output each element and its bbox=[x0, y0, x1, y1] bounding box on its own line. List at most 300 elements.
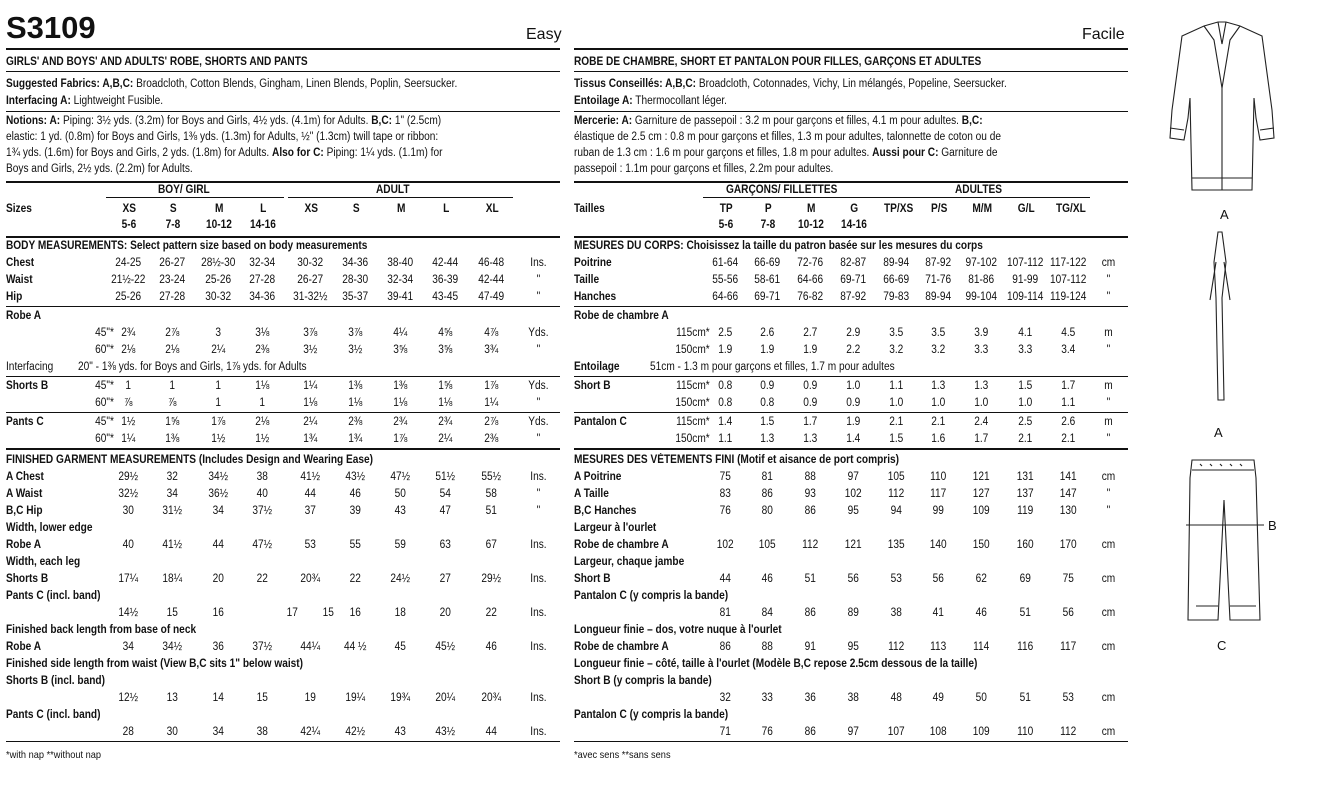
measurement-value: 37 bbox=[304, 505, 316, 517]
measurement-value: 112 bbox=[802, 539, 819, 551]
measurement-value: 1.9 bbox=[846, 416, 861, 428]
measurement-value: 2⅜ bbox=[348, 416, 363, 428]
line-drawings bbox=[1160, 0, 1321, 797]
measurement-value: 59 bbox=[394, 539, 406, 551]
row-label: Shorts B bbox=[6, 380, 49, 392]
measurement-value: 16 bbox=[349, 607, 361, 619]
unit-label: " bbox=[1106, 488, 1111, 500]
measurement-value: 56 bbox=[932, 573, 944, 585]
measurement-value: 67 bbox=[485, 539, 497, 551]
fabric-width: 115cm* bbox=[676, 380, 710, 392]
measurement-value: 2¾ bbox=[438, 416, 453, 428]
measurement-value: 141 bbox=[1059, 471, 1077, 483]
adult-size-group: ADULT bbox=[376, 184, 410, 196]
fabric-width: 115cm* bbox=[676, 416, 710, 428]
rule-line bbox=[703, 197, 875, 198]
notions-text: Garniture de passepoil : 3.2 m pour garçons et filles, 4.1 m pour adultes. bbox=[632, 115, 962, 127]
measurement-value: 48 bbox=[890, 692, 902, 704]
measurement-value: 1½ bbox=[211, 433, 226, 445]
unit-label: " bbox=[1106, 344, 1111, 356]
measurement-value: 2⅞ bbox=[165, 327, 180, 339]
measurement-value: 69-71 bbox=[840, 274, 867, 286]
measurement-value: 3.2 bbox=[931, 344, 946, 356]
measurement-value: 99-104 bbox=[965, 291, 997, 303]
measurement-value: 89-94 bbox=[883, 257, 910, 269]
measurement-value: 22 bbox=[349, 573, 361, 585]
row-label: Pantalon C (y compris la bande) bbox=[574, 590, 729, 602]
measurement-value: 69-71 bbox=[754, 291, 781, 303]
measurement-value: 1.5 bbox=[1018, 380, 1033, 392]
measurement-value: 51 bbox=[1019, 607, 1031, 619]
section-heading: FINISHED GARMENT MEASUREMENTS (Includes Design and Wearing Ease) bbox=[6, 454, 374, 466]
measurement-value: 26-27 bbox=[297, 274, 324, 286]
measurement-value: 80 bbox=[761, 505, 773, 517]
fabric-width: 60"* bbox=[95, 433, 114, 445]
measurement-value: 71-76 bbox=[925, 274, 952, 286]
measurement-value: 18 bbox=[394, 607, 406, 619]
interfacing bbox=[6, 95, 163, 108]
unit-label: " bbox=[1106, 291, 1111, 303]
age-range: 14-16 bbox=[250, 219, 276, 231]
measurement-value: 1½ bbox=[121, 416, 136, 428]
measurement-value: 105 bbox=[758, 539, 776, 551]
measurement-value: 20¼ bbox=[435, 692, 456, 704]
row-label: Width, each leg bbox=[6, 556, 81, 568]
age-range: 10-12 bbox=[206, 219, 232, 231]
row-label: Robe A bbox=[6, 641, 42, 653]
age-range: 7-8 bbox=[165, 219, 181, 231]
rule-line bbox=[6, 48, 560, 50]
fabric-width: 150cm* bbox=[675, 344, 710, 356]
notions-text: Aussi pour C: bbox=[872, 147, 939, 159]
age-range: 10-12 bbox=[798, 219, 824, 231]
measurement-value: 2.1 bbox=[889, 416, 904, 428]
rule-line bbox=[574, 376, 1128, 377]
measurement-value: 51 bbox=[804, 573, 816, 585]
interfacing-label: Entoilage A: bbox=[574, 95, 633, 107]
row-label: Robe A bbox=[6, 539, 42, 551]
measurement-value: 36 bbox=[212, 641, 224, 653]
unit-label: " bbox=[1106, 505, 1111, 517]
row-label: Finished back length from base of neck bbox=[6, 624, 197, 636]
sizes-label: Sizes bbox=[6, 203, 32, 215]
measurement-value: 2.1 bbox=[1061, 433, 1076, 445]
age-range: 5-6 bbox=[121, 219, 137, 231]
measurement-value: 45 bbox=[394, 641, 406, 653]
measurement-value: 99 bbox=[932, 505, 944, 517]
rule-line bbox=[288, 197, 513, 198]
unit-label: Ins. bbox=[530, 607, 547, 619]
row-label: Robe de chambre A bbox=[574, 310, 669, 322]
measurement-value: 86 bbox=[804, 726, 816, 738]
notions-text: Piping: 1¼ yds. (1.1m) for bbox=[323, 147, 443, 159]
measurement-value: 46 bbox=[761, 573, 773, 585]
measurement-value: 88 bbox=[761, 641, 773, 653]
measurement-value: 0.9 bbox=[846, 397, 861, 409]
measurement-value: 32½ bbox=[118, 488, 139, 500]
measurement-value: 109 bbox=[972, 505, 990, 517]
unit-label: Ins. bbox=[530, 726, 547, 738]
measurement-value: 109-114 bbox=[1007, 291, 1044, 303]
measurement-value: 1 bbox=[125, 380, 132, 392]
measurement-value: 51½ bbox=[435, 471, 456, 483]
measurement-value: 1.7 bbox=[803, 416, 818, 428]
measurement-value: 42½ bbox=[345, 726, 366, 738]
measurement-value: 45½ bbox=[435, 641, 456, 653]
measurement-value: 3.4 bbox=[1061, 344, 1076, 356]
sizes-label: Tailles bbox=[574, 203, 605, 215]
notions-line bbox=[574, 147, 998, 160]
measurement-value: 44 bbox=[719, 573, 731, 585]
measurement-value: 1.4 bbox=[718, 416, 733, 428]
unit-label: cm bbox=[1101, 607, 1116, 619]
rule-line bbox=[6, 306, 560, 307]
measurement-value: 2.4 bbox=[974, 416, 989, 428]
measurement-value: 1.3 bbox=[803, 433, 818, 445]
measurement-value: 14 bbox=[212, 692, 224, 704]
measurement-value: 87-92 bbox=[925, 257, 952, 269]
measurement-value: 121 bbox=[972, 471, 990, 483]
rule-line bbox=[574, 48, 1128, 50]
measurement-value: 2¼ bbox=[303, 416, 318, 428]
measurement-value: 86 bbox=[719, 641, 731, 653]
measurement-value: 1.3 bbox=[760, 433, 775, 445]
notions-line bbox=[574, 163, 833, 176]
measurement-value: 2⅜ bbox=[484, 433, 499, 445]
measurement-value: 19 bbox=[304, 692, 316, 704]
measurement-value: 1.9 bbox=[718, 344, 733, 356]
measurement-value: 25-26 bbox=[115, 291, 142, 303]
measurement-value: 116 bbox=[1017, 641, 1034, 653]
measurement-value: 117 bbox=[930, 488, 947, 500]
measurement-value: 38 bbox=[890, 607, 902, 619]
measurement-value: 69 bbox=[1019, 573, 1031, 585]
measurement-value: 4⅞ bbox=[484, 327, 499, 339]
notions-text: 1" (2.5cm) bbox=[392, 115, 442, 127]
measurement-value: 38 bbox=[847, 692, 859, 704]
unit-label: cm bbox=[1101, 471, 1116, 483]
measurement-value: 105 bbox=[887, 471, 905, 483]
fabric-width: 150cm* bbox=[675, 397, 710, 409]
row-label: Short B bbox=[574, 573, 611, 585]
measurement-value: 34½ bbox=[162, 641, 183, 653]
measurement-value: 32-34 bbox=[387, 274, 414, 286]
notions-text: B,C: bbox=[961, 115, 983, 127]
measurement-value: 91 bbox=[804, 641, 816, 653]
measurement-value: 130 bbox=[1059, 505, 1077, 517]
measurement-value: 0.8 bbox=[760, 397, 775, 409]
measurement-value: 112 bbox=[1060, 726, 1077, 738]
notions-line bbox=[6, 147, 442, 160]
row-label: Short B bbox=[574, 380, 611, 392]
fabrics-label: Suggested Fabrics: A,B,C: bbox=[6, 78, 137, 90]
notions-text: élastique de 2.5 cm : 0.8 m pour garçons et filles, 1.3 m pour adultes, talonnette de coton ou de bbox=[574, 131, 1001, 143]
measurement-value: 23-24 bbox=[159, 274, 186, 286]
measurement-value: 2.6 bbox=[760, 327, 775, 339]
row-label: Hanches bbox=[574, 291, 617, 303]
row-label: Longueur finie – côté, taille à l'ourlet (Modèle B,C repose 2.5cm dessous de la taille) bbox=[574, 658, 978, 670]
row-label: B,C Hanches bbox=[574, 505, 637, 517]
section-heading: MESURES DU CORPS: Choisissez la taille du patron basée sur les mesures du corps bbox=[574, 240, 983, 252]
pants-c-sketch bbox=[1186, 460, 1264, 620]
rule-line bbox=[6, 111, 560, 112]
rule-line bbox=[574, 741, 1128, 742]
measurement-value: 107-112 bbox=[1050, 274, 1087, 286]
measurement-value: 39 bbox=[349, 505, 361, 517]
rule-line bbox=[574, 306, 1128, 307]
measurement-value: 12½ bbox=[118, 692, 139, 704]
measurement-value: 81-86 bbox=[968, 274, 995, 286]
measurement-value: 22 bbox=[256, 573, 268, 585]
size-g-l: G/L bbox=[1017, 203, 1035, 215]
measurement-value: 3⅝ bbox=[438, 344, 453, 356]
unit-label: Yds. bbox=[528, 380, 549, 392]
measurement-value: 1¾ bbox=[303, 433, 318, 445]
measurement-value: 75 bbox=[1062, 573, 1074, 585]
measurement-value: 1 bbox=[215, 380, 222, 392]
measurement-value: 113 bbox=[930, 641, 947, 653]
measurement-value: 43 bbox=[394, 726, 406, 738]
unit-label: cm bbox=[1101, 257, 1116, 269]
rule-line bbox=[6, 741, 560, 742]
measurement-value: 1.0 bbox=[1018, 397, 1033, 409]
measurement-value: 110 bbox=[1017, 726, 1034, 738]
notions-line bbox=[574, 131, 1001, 144]
interfacing bbox=[574, 95, 727, 108]
measurement-value: 2¼ bbox=[211, 344, 226, 356]
view-a-label: A bbox=[1220, 207, 1229, 222]
row-label: A Waist bbox=[6, 488, 43, 500]
measurement-value: 58-61 bbox=[754, 274, 781, 286]
measurement-value: 2⅜ bbox=[255, 344, 270, 356]
measurement-value: 17¼ bbox=[118, 573, 139, 585]
measurement-value: 30 bbox=[166, 726, 178, 738]
measurement-value: 14½ bbox=[118, 607, 139, 619]
measurement-value: 2.5 bbox=[1018, 416, 1033, 428]
measurement-value: 76-82 bbox=[797, 291, 824, 303]
measurement-value: 28 bbox=[122, 726, 134, 738]
measurement-value: 27 bbox=[439, 573, 451, 585]
unit-label: cm bbox=[1101, 692, 1116, 704]
unit-label: " bbox=[1106, 433, 1111, 445]
measurement-value: 1.5 bbox=[889, 433, 904, 445]
measurement-value: 95 bbox=[847, 505, 859, 517]
measurement-value: 15 bbox=[256, 692, 268, 704]
unit-label: Ins. bbox=[530, 573, 547, 585]
measurement-value: 2¼ bbox=[438, 433, 453, 445]
row-label: Hip bbox=[6, 291, 23, 303]
row-label: Chest bbox=[6, 257, 35, 269]
rule-line bbox=[874, 197, 1090, 198]
section-heading: MESURES DES VÉTEMENTS FINI (Motif et aisance de port compris) bbox=[574, 454, 900, 466]
measurement-value: 34½ bbox=[208, 471, 229, 483]
measurement-value: 43-45 bbox=[432, 291, 459, 303]
measurement-value: 1¼ bbox=[303, 380, 318, 392]
measurement-value: 29½ bbox=[118, 471, 139, 483]
measurement-value: 2.5 bbox=[718, 327, 733, 339]
measurement-value: 54 bbox=[439, 488, 451, 500]
measurement-value: 3¾ bbox=[484, 344, 499, 356]
size-m: M bbox=[214, 203, 224, 215]
measurement-value: 0.9 bbox=[803, 380, 818, 392]
measurement-value: 34-36 bbox=[342, 257, 369, 269]
measurement-value: 22 bbox=[485, 607, 497, 619]
measurement-value: 3½ bbox=[348, 344, 363, 356]
measurement-value: 109 bbox=[972, 726, 990, 738]
unit-label: Ins. bbox=[530, 539, 547, 551]
measurement-value: 35-37 bbox=[342, 291, 369, 303]
measurement-value: 34 bbox=[212, 505, 224, 517]
interfacing-note: 51cm - 1.3 m pour garçons et filles, 1.7 m pour adultes bbox=[650, 361, 895, 373]
row-label: Robe A bbox=[6, 310, 42, 322]
size-l: L bbox=[260, 203, 267, 215]
measurement-value: 50 bbox=[975, 692, 987, 704]
unit-label: " bbox=[1106, 274, 1111, 286]
notions-text: elastic: 1 yd. (0.8m) for Boys and Girls, 1⅜ yds. (1.3m) for Adults, ½" (1.3cm) twill tape or ribbon: bbox=[6, 131, 439, 143]
measurement-value: 20 bbox=[439, 607, 451, 619]
measurement-value: 4.1 bbox=[1018, 327, 1033, 339]
measurement-value: 1¼ bbox=[121, 433, 136, 445]
interfacing-note: 20" - 1⅜ yds. for Boys and Girls, 1⅞ yds. for Adults bbox=[78, 361, 307, 373]
measurement-value: 84 bbox=[761, 607, 773, 619]
unit-label: Yds. bbox=[528, 416, 549, 428]
row-label: Entoilage bbox=[574, 361, 620, 373]
unit-label: " bbox=[536, 397, 541, 409]
notions-text: Notions: A: bbox=[6, 115, 61, 127]
measurement-value: 13 bbox=[166, 692, 178, 704]
age-range: 14-16 bbox=[841, 219, 867, 231]
measurement-value: 1 bbox=[215, 397, 222, 409]
unit-label: " bbox=[536, 433, 541, 445]
unit-label: Ins. bbox=[530, 641, 547, 653]
suggested-fabrics bbox=[6, 78, 457, 91]
rule-line bbox=[574, 412, 1128, 413]
measurement-value: 49 bbox=[932, 692, 944, 704]
unit-label: " bbox=[536, 291, 541, 303]
measurement-value: 1.0 bbox=[846, 380, 861, 392]
measurement-value: 1⅛ bbox=[438, 397, 453, 409]
measurement-value: 114 bbox=[973, 641, 990, 653]
measurement-value: 33 bbox=[761, 692, 773, 704]
measurement-value: 94 bbox=[890, 505, 902, 517]
unit-label: " bbox=[536, 344, 541, 356]
tie-belt-sketch bbox=[1210, 232, 1230, 400]
measurement-value: 20 bbox=[212, 573, 224, 585]
measurement-value: 55-56 bbox=[712, 274, 739, 286]
measurement-value: 41½ bbox=[162, 539, 183, 551]
measurement-value: 1⅞ bbox=[393, 433, 408, 445]
measurement-value: 42-44 bbox=[432, 257, 459, 269]
suggested-fabrics bbox=[574, 78, 1007, 91]
notions-text: passepoil : 1.1m pour garçons et filles, 2.2m pour adultes. bbox=[574, 163, 834, 175]
unit-label: " bbox=[1106, 397, 1111, 409]
measurement-value: 97 bbox=[847, 726, 859, 738]
rule-line bbox=[6, 181, 560, 183]
measurement-value: 1¾ bbox=[348, 433, 363, 445]
measurement-value: 1.1 bbox=[718, 433, 733, 445]
measurement-value: 150 bbox=[972, 539, 990, 551]
unit-label: Yds. bbox=[528, 327, 549, 339]
measurement-value: 38-40 bbox=[387, 257, 414, 269]
fabric-width: 150cm* bbox=[675, 433, 710, 445]
measurement-value: 55 bbox=[349, 539, 361, 551]
size-s: S bbox=[352, 203, 360, 215]
measurement-value: 147 bbox=[1059, 488, 1077, 500]
row-label: Pants C (incl. band) bbox=[6, 590, 101, 602]
measurement-value: 112 bbox=[888, 488, 905, 500]
measurement-value: 89-94 bbox=[925, 291, 952, 303]
rule-line bbox=[574, 448, 1128, 450]
row-label: Shorts B bbox=[6, 573, 49, 585]
section-heading: BODY MEASUREMENTS: Select pattern size based on body measurements bbox=[6, 240, 368, 252]
notions-line bbox=[574, 115, 983, 128]
size-s: S bbox=[169, 203, 177, 215]
notions-line bbox=[6, 163, 193, 176]
measurement-value: 1.3 bbox=[931, 380, 946, 392]
measurement-value: 86 bbox=[804, 505, 816, 517]
measurement-value: 1.3 bbox=[974, 380, 989, 392]
fabrics-label: Tissus Conseillés: A,B,C: bbox=[574, 78, 699, 90]
row-label: B,C Hip bbox=[6, 505, 43, 517]
measurement-value: 79-83 bbox=[883, 291, 910, 303]
measurement-value: 97 bbox=[847, 471, 859, 483]
measurement-value: 135 bbox=[887, 539, 905, 551]
measurement-value: 24½ bbox=[390, 573, 411, 585]
unit-label: cm bbox=[1101, 539, 1116, 551]
age-range: 5-6 bbox=[718, 219, 734, 231]
measurement-value: 21½-22 bbox=[111, 274, 146, 286]
fabric-width: 60"* bbox=[95, 344, 114, 356]
measurement-value: 0.9 bbox=[760, 380, 775, 392]
measurement-value: ⅞ bbox=[124, 397, 133, 409]
measurement-value: 64-66 bbox=[712, 291, 739, 303]
measurement-value: 40 bbox=[256, 488, 268, 500]
measurement-value: 3.3 bbox=[974, 344, 989, 356]
measurement-value: 37½ bbox=[252, 641, 273, 653]
measurement-value: 61-64 bbox=[712, 257, 739, 269]
notions-text: Mercerie: A: bbox=[574, 115, 633, 127]
measurement-value: 46-48 bbox=[478, 257, 505, 269]
measurement-value: 1⅛ bbox=[348, 397, 363, 409]
measurement-value: 3.2 bbox=[889, 344, 904, 356]
pattern-number: S3109 bbox=[6, 10, 96, 45]
measurement-value: 34 bbox=[212, 726, 224, 738]
measurement-value: 127 bbox=[972, 488, 990, 500]
measurement-value: 3⅛ bbox=[255, 327, 270, 339]
measurement-value: 107 bbox=[887, 726, 905, 738]
measurement-value: 72-76 bbox=[797, 257, 824, 269]
footnote: *avec sens **sans sens bbox=[574, 749, 671, 761]
measurement-value: 28½-30 bbox=[201, 257, 236, 269]
measurement-value: 110 bbox=[930, 471, 947, 483]
unit-label: " bbox=[536, 274, 541, 286]
measurement-value: 117-122 bbox=[1050, 257, 1087, 269]
measurement-value: 20¾ bbox=[481, 692, 502, 704]
measurement-value: 86 bbox=[804, 607, 816, 619]
measurement-value: 53 bbox=[1062, 692, 1074, 704]
measurement-value: 56 bbox=[847, 573, 859, 585]
row-label: A Chest bbox=[6, 471, 44, 483]
rule-line bbox=[574, 71, 1128, 72]
measurement-value: ⅞ bbox=[168, 397, 177, 409]
measurement-value: 140 bbox=[929, 539, 947, 551]
row-label: Pantalon C (y compris la bande) bbox=[574, 709, 729, 721]
measurement-value: 1 bbox=[259, 397, 266, 409]
measurement-value: 1.0 bbox=[974, 397, 989, 409]
measurement-value: 31-32½ bbox=[293, 291, 328, 303]
size-xl: XL bbox=[485, 203, 499, 215]
measurement-value: 30-32 bbox=[297, 257, 324, 269]
